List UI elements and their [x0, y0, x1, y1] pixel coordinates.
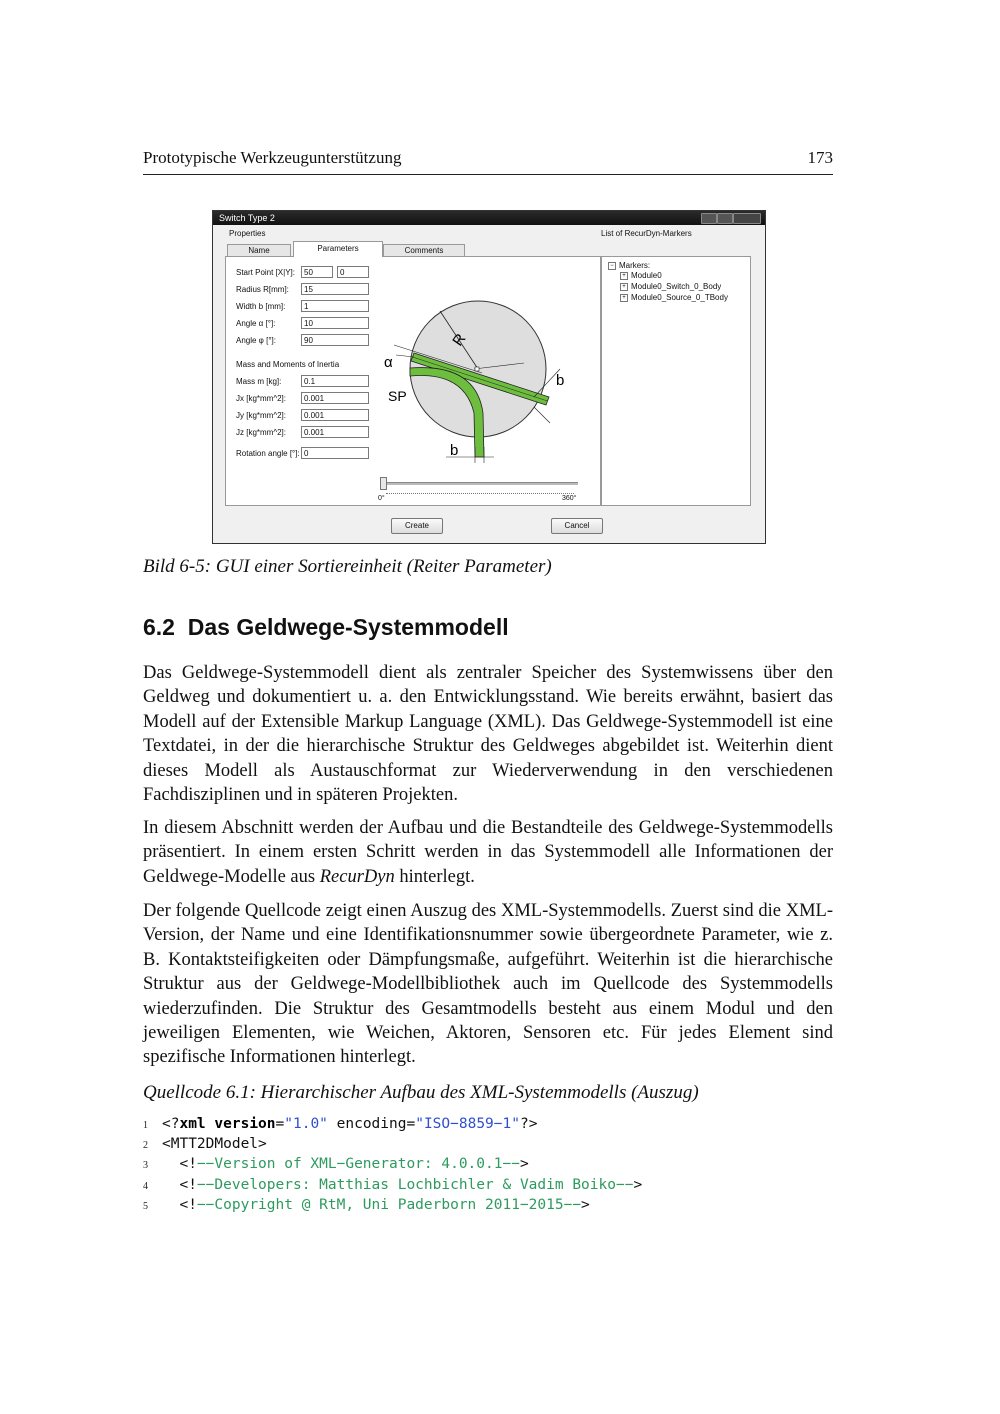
tab-comments[interactable]: Comments: [383, 244, 465, 257]
start-point-y-input[interactable]: 0: [337, 266, 369, 278]
paragraph-1: Das Geldwege-Systemmodell dient als zentraler Speicher des Systemwissens über den Geldweg und dokumentiert u. a. den Entwicklungsstand. Wie bereits erwähnt, basiert das Modell auf der Extensible Markup Language (XML). Das Geldwege-Systemmodell ist eine Textdatei, in der die hierarchische Struktur des Geldweges abgebildet ist. Weiterhin dient dieses Modell als Austauschformat zur Wiederverwendung in den verschiedenen Fachdisziplinen und in späteren Projekten.: [143, 663, 833, 806]
expand-icon[interactable]: +: [620, 294, 628, 302]
field-label: Jx [kg*mm^2]:: [236, 394, 286, 403]
code-line: 2 <MTT2DModel>: [143, 1134, 642, 1154]
paragraph-2: In diesem Abschnitt werden der Aufbau und die Bestandteile des Geldwege-Systemmodells präsentiert. In einem ersten Schritt werden in das Systemmodell alle Informationen der Geldwege-Modelle aus RecurDyn hinterlegt.: [143, 818, 833, 887]
width-label-bottom: b: [450, 442, 459, 459]
paragraph-3: Der folgende Quellcode zeigt einen Auszug des XML-Systemmodells. Zuerst sind die XML-Version, der Name und eine Identifikationsnummer sowie übergeordnete Parameter, wie z. B. Kontaktsteifigkeiten oder Dämpfungsmaße, aufgeführt. Weiterhin ist die hierarchische Struktur aus der Geldwege-Modellbibliothek auch im Quellcode des Systemmodells wiederzufinden. Die Struktur des Gesamtmodells besteht aus einem Modul und den jeweiligen Elementen, wie Weichen, Aktoren, Sensoren etc. Für jedes Element sind spezifische Informationen hinterlegt.: [143, 901, 833, 1068]
angle-phi-input[interactable]: 90: [301, 334, 369, 346]
field-label: Width b [mm]:: [236, 302, 286, 311]
code-caption: Quellcode 6.1: Hierarchischer Aufbau des XML-Systemmodells (Auszug): [143, 1082, 699, 1103]
angle-alpha-input[interactable]: 10: [301, 317, 369, 329]
code-line: 5 <!−−Copyright @ RtM, Uni Paderborn 2011−2015−−>: [143, 1195, 642, 1215]
tab-name[interactable]: Name: [227, 244, 291, 257]
collapse-icon[interactable]: −: [608, 262, 616, 270]
mass-input[interactable]: 0.1: [301, 375, 369, 387]
tab-parameters[interactable]: Parameters: [293, 241, 383, 257]
field-label: Start Point [X|Y]:: [236, 268, 295, 277]
alpha-label: α: [384, 354, 393, 371]
field-label: Angle φ [°]:: [236, 336, 276, 345]
section-title: Das Geldwege-Systemmodell: [187, 614, 509, 640]
slider-min-label: 0°: [378, 495, 385, 502]
close-icon[interactable]: [733, 213, 761, 224]
field-label: Rotation angle [°]:: [236, 449, 300, 458]
code-line: 3 <!−−Version of XML−Generator: 4.0.0.1−−>: [143, 1154, 642, 1174]
start-point-x-input[interactable]: 50: [301, 266, 333, 278]
field-label: Jz [kg*mm^2]:: [236, 428, 286, 437]
field-label: Jy [kg*mm^2]:: [236, 411, 286, 420]
switch-geometry-diagram: [374, 297, 590, 469]
cancel-button[interactable]: Cancel: [551, 518, 603, 534]
markers-tree-panel: [601, 256, 751, 506]
line-number: 1: [143, 1120, 148, 1131]
sp-label: SP: [388, 388, 407, 404]
radius-label: R: [449, 330, 470, 350]
tree-item[interactable]: + Module0: [620, 271, 662, 280]
section-heading: [143, 614, 509, 641]
code-listing: [143, 1114, 642, 1215]
tree-item[interactable]: + Module0_Switch_0_Body: [620, 282, 721, 291]
width-input[interactable]: 1: [301, 300, 369, 312]
section-number: 6.2: [143, 614, 175, 640]
code-line: 1 <?xml version="1.0" encoding="ISO−8859−1"?>: [143, 1114, 642, 1134]
jz-input[interactable]: 0.001: [301, 426, 369, 438]
jy-input[interactable]: 0.001: [301, 409, 369, 421]
create-button[interactable]: Create: [391, 518, 443, 534]
dialog-titlebar: [213, 211, 765, 225]
field-label: Mass m [kg]:: [236, 377, 282, 386]
markers-panel-title: List of RecurDyn-Markers: [601, 229, 692, 238]
rotation-slider[interactable]: [380, 477, 578, 489]
minimize-icon[interactable]: [701, 213, 717, 224]
line-number: 5: [143, 1200, 148, 1212]
tree-item[interactable]: + Module0_Source_0_TBody: [620, 293, 728, 302]
jx-input[interactable]: 0.001: [301, 392, 369, 404]
page-number: 173: [807, 148, 833, 167]
field-label: Radius R[mm]:: [236, 285, 289, 294]
running-header: [143, 148, 833, 175]
width-label-right: b: [556, 372, 565, 389]
dialog-title: Switch Type 2: [219, 213, 275, 223]
field-label: Angle α [°]:: [236, 319, 276, 328]
parameters-pane: [225, 256, 601, 506]
tree-root[interactable]: − Markers:: [608, 261, 650, 270]
expand-icon[interactable]: +: [620, 272, 628, 280]
radius-input[interactable]: 15: [301, 283, 369, 295]
maximize-icon[interactable]: [717, 213, 733, 224]
mass-section-heading: Mass and Moments of Inertia: [236, 360, 340, 369]
recurdyn-term: RecurDyn: [319, 866, 395, 887]
rotation-angle-input[interactable]: 0: [301, 447, 369, 459]
switch-dialog: [212, 210, 766, 544]
code-line: 4 <!−−Developers: Matthias Lochbichler & Vadim Boiko−−>: [143, 1175, 642, 1195]
properties-label: Properties: [229, 229, 266, 238]
slider-thumb[interactable]: [380, 477, 387, 490]
expand-icon[interactable]: +: [620, 283, 628, 291]
header-title: Prototypische Werkzeugunterstützung: [143, 148, 402, 167]
slider-max-label: 360°: [562, 495, 577, 502]
figure-caption: Bild 6-5: GUI einer Sortiereinheit (Reiter Parameter): [143, 556, 552, 577]
line-number: 4: [143, 1180, 148, 1192]
slider-ticks: [386, 493, 574, 494]
line-number: 3: [143, 1160, 148, 1172]
line-number: 2: [143, 1140, 148, 1152]
